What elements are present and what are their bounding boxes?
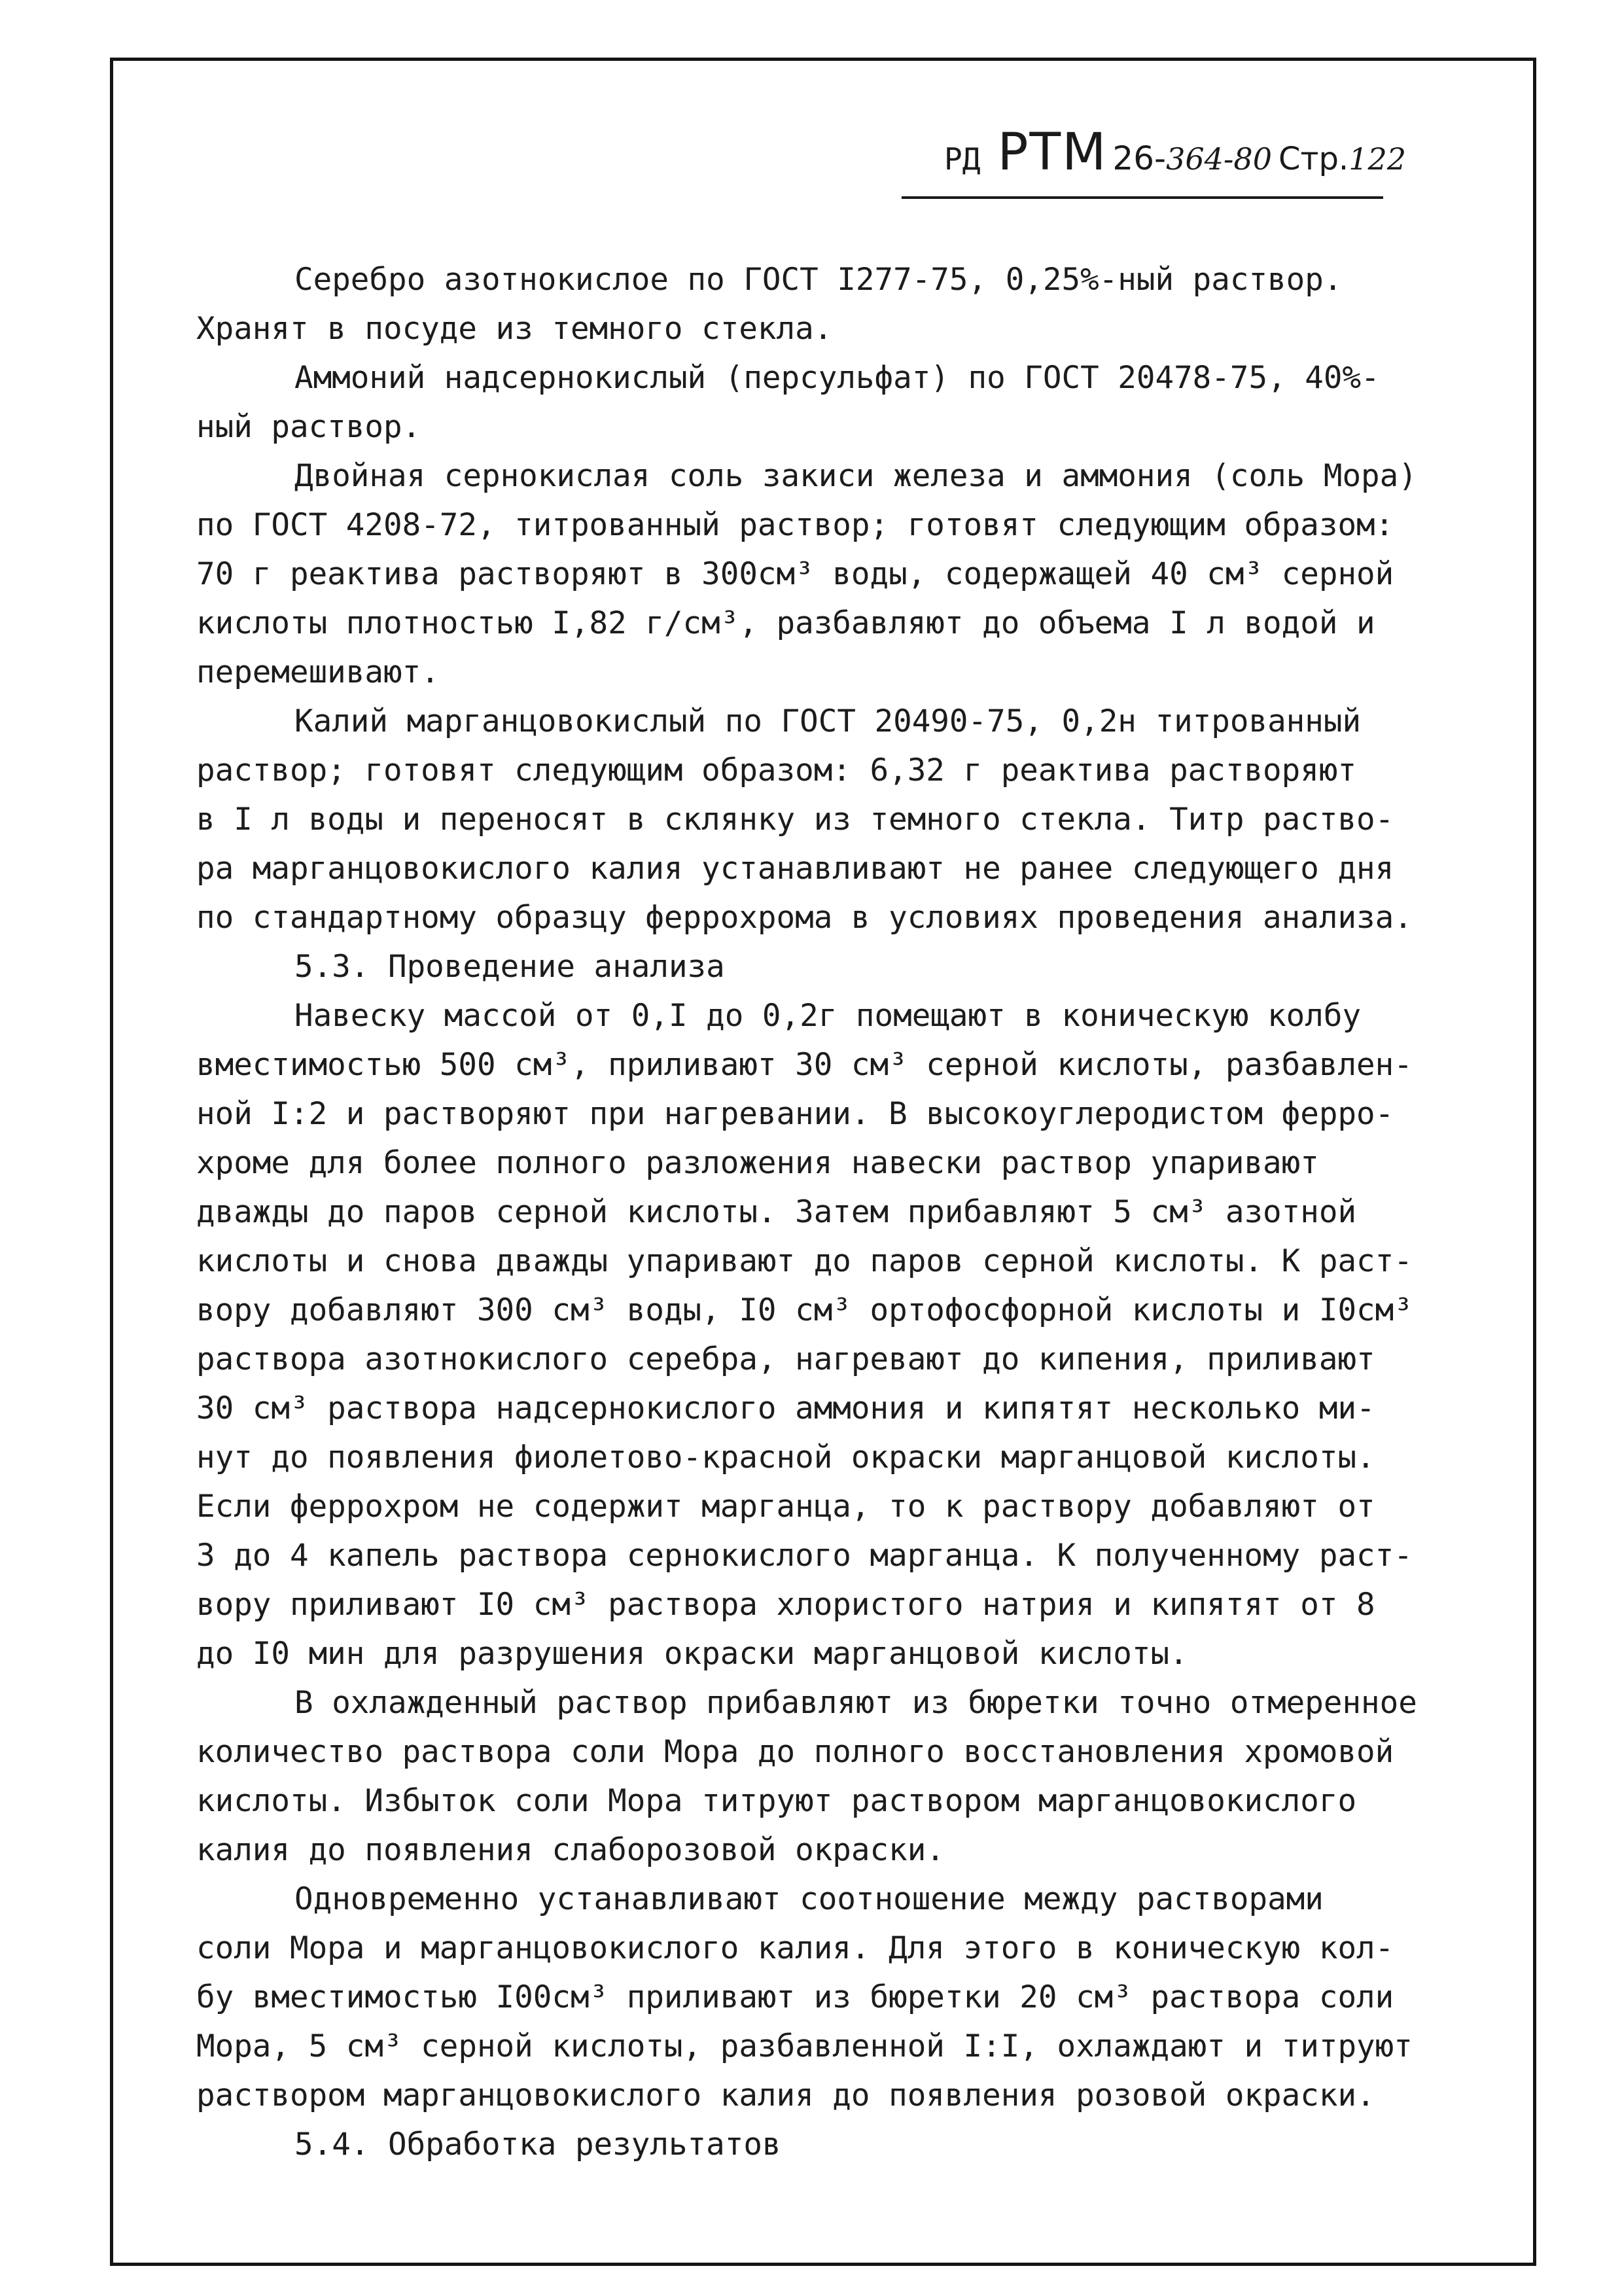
paragraph-line: 30 см³ раствора надсернокислого аммония и кипятят несколько ми- bbox=[196, 1390, 1375, 1426]
stamp-underline bbox=[902, 196, 1383, 199]
paragraph-line: по ГОСТ 4208-72, титрованный раствор; готовят следующим образом: bbox=[196, 507, 1394, 543]
stamp-number-handwritten: 364-80 bbox=[1166, 141, 1272, 177]
paragraph-line: Мора, 5 см³ серной кислоты, разбавленной I:I, охлаждают и титруют bbox=[196, 2028, 1413, 2064]
stamp-page-number: 122 bbox=[1349, 141, 1406, 177]
paragraph-first-line: 5.3. Проведение анализа bbox=[294, 949, 725, 985]
paragraph-first-line: Двойная сернокислая соль закиси железа и аммония (соль Мора) bbox=[294, 458, 1417, 494]
paragraph-line: бу вместимостью I00см³ приливают из бюретки 20 см³ раствора соли bbox=[196, 1979, 1394, 2015]
paragraph-line: по стандартному образцу феррохрома в условиях проведения анализа. bbox=[196, 900, 1413, 936]
paragraph-first-line: 5.4. Обработка результатов bbox=[294, 2127, 781, 2163]
paragraph-line: Если феррохром не содержит марганца, то к раствору добавляют от bbox=[196, 1489, 1375, 1525]
stamp-prefix: РД bbox=[944, 141, 981, 177]
paragraph-first-line: Калий марганцовокислый по ГОСТ 20490-75, 0,2н титрованный bbox=[294, 703, 1362, 739]
paragraph-line: вору добавляют 300 см³ воды, I0 см³ ортофосфорной кислоты и I0см³ bbox=[196, 1292, 1413, 1328]
paragraph-line: ной I:2 и растворяют при нагревании. В высокоуглеродистом ферро- bbox=[196, 1096, 1394, 1132]
paragraph-first-line: Аммоний надсернокислый (персульфат) по ГОСТ 20478-75, 40%- bbox=[294, 360, 1380, 396]
paragraph-line: нут до появления фиолетово-красной окраски марганцовой кислоты. bbox=[196, 1439, 1375, 1475]
paragraph-line: перемешивают. bbox=[196, 654, 440, 690]
paragraph-line: хроме для более полного разложения навески раствор упаривают bbox=[196, 1145, 1319, 1181]
paragraph-line: калия до появления слаборозовой окраски. bbox=[196, 1832, 945, 1868]
paragraph-line: ра марганцовокислого калия устанавливают не ранее следующего дня bbox=[196, 851, 1394, 887]
paragraph-first-line: Серебро азотнокислое по ГОСТ I277-75, 0,25%-ный раствор. bbox=[294, 262, 1343, 298]
paragraph-first-line: В охлажденный раствор прибавляют из бюретки точно отмеренное bbox=[294, 1685, 1417, 1721]
paragraph-line: 3 до 4 капель раствора сернокислого марганца. К полученному раст- bbox=[196, 1538, 1413, 1574]
paragraph-first-line: Одновременно устанавливают соотношение между растворами bbox=[294, 1881, 1324, 1917]
paragraph-line: соли Мора и марганцовокислого калия. Для этого в коническую кол- bbox=[196, 1930, 1394, 1966]
document-stamp bbox=[944, 123, 1406, 182]
paragraph-line: до I0 мин для разрушения окраски марганцовой кислоты. bbox=[196, 1636, 1188, 1672]
paragraph-line: кислоты. Избыток соли Мора титруют раствором марганцовокислого bbox=[196, 1783, 1357, 1819]
stamp-number: 26- bbox=[1112, 139, 1167, 177]
stamp-page-label: Стр. bbox=[1278, 141, 1349, 177]
paragraph-first-line: Навеску массой от 0,I до 0,2г помещают в коническую колбу bbox=[294, 998, 1362, 1034]
paragraph-line: в I л воды и переносят в склянку из темного стекла. Титр раство- bbox=[196, 802, 1394, 838]
paragraph-line: кислоты и снова дважды упаривают до паров серной кислоты. К раст- bbox=[196, 1243, 1413, 1279]
paragraph-line: кислоты плотностью I,82 г/см³, разбавляют до объема I л водой и bbox=[196, 605, 1375, 641]
document-body bbox=[196, 255, 1511, 2169]
paragraph-line: дважды до паров серной кислоты. Затем прибавляют 5 см³ азотной bbox=[196, 1194, 1357, 1230]
paragraph-line: количество раствора соли Мора до полного восстановления хромовой bbox=[196, 1734, 1394, 1770]
stamp-code: РТМ bbox=[997, 123, 1108, 182]
paragraph-line: раствором марганцовокислого калия до появления розовой окраски. bbox=[196, 2077, 1375, 2113]
paragraph-line: раствор; готовят следующим образом: 6,32 г реактива растворяют bbox=[196, 752, 1357, 788]
paragraph-line: вору приливают I0 см³ раствора хлористого натрия и кипятят от 8 bbox=[196, 1587, 1375, 1623]
paragraph-line: Хранят в посуде из темного стекла. bbox=[196, 311, 833, 347]
paragraph-line: раствора азотнокислого серебра, нагревают до кипения, приливают bbox=[196, 1341, 1375, 1377]
paragraph-line: 70 г реактива растворяют в 300см³ воды, содержащей 40 см³ серной bbox=[196, 556, 1394, 592]
paragraph-line: вместимостью 500 см³, приливают 30 см³ серной кислоты, разбавлен- bbox=[196, 1047, 1413, 1083]
paragraph-line: ный раствор. bbox=[196, 409, 421, 445]
